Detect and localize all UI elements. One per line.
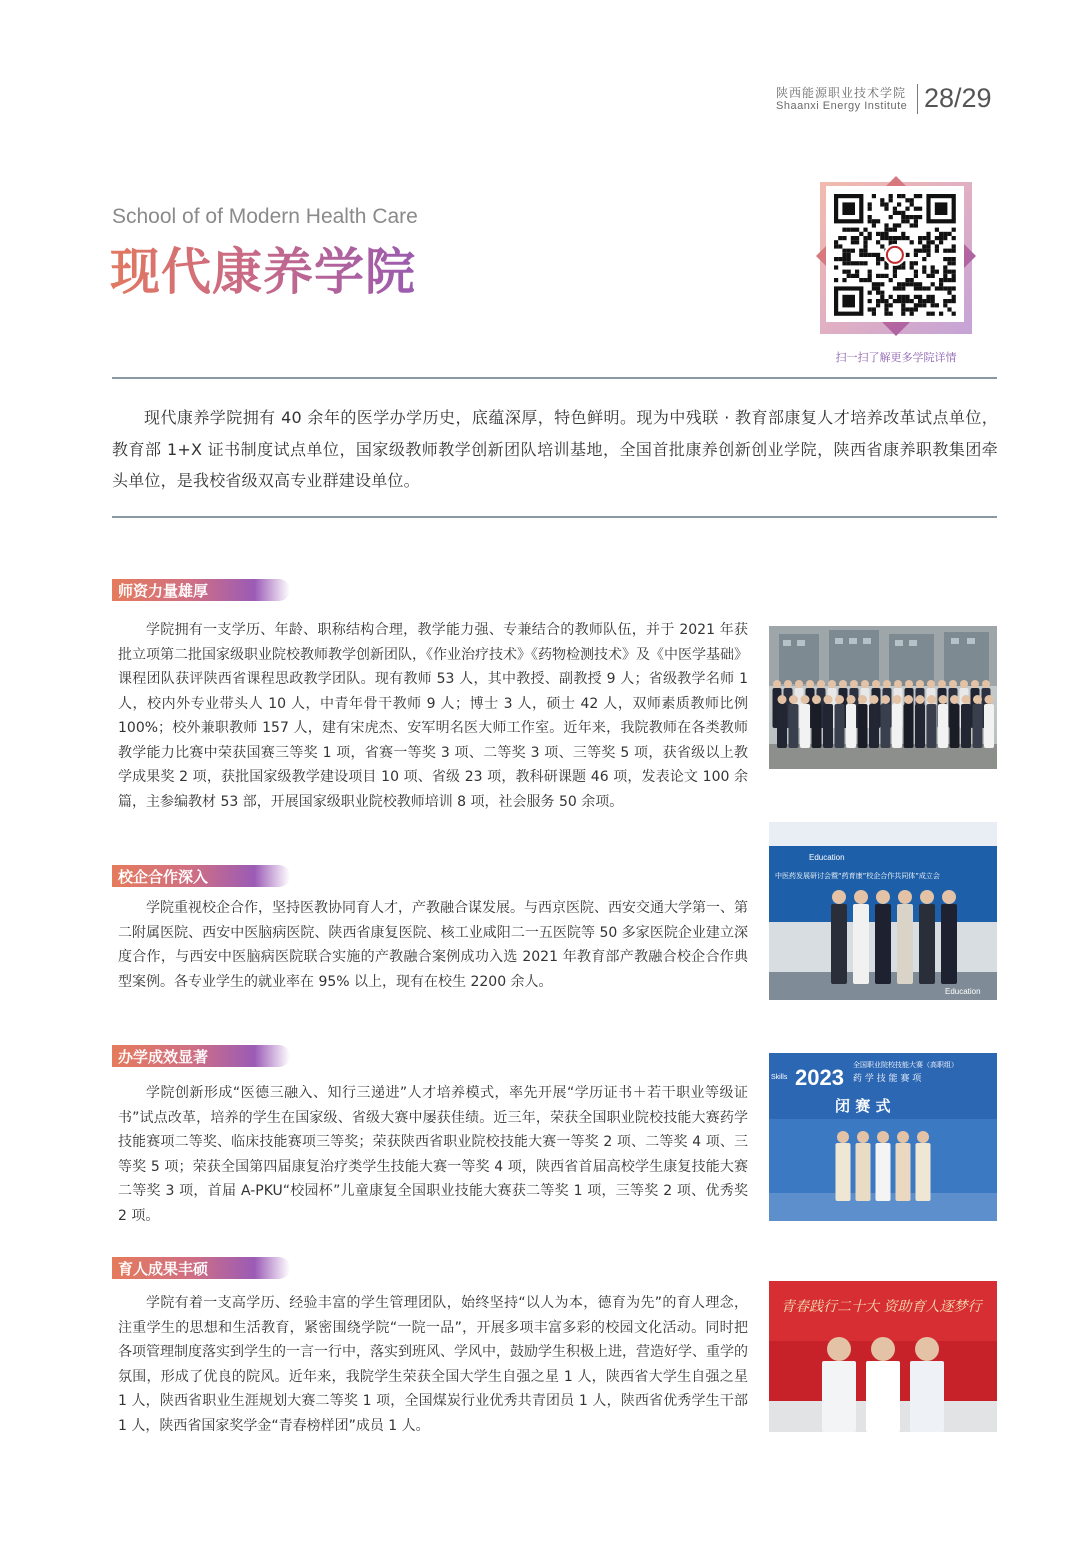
award-photo — [769, 1281, 997, 1432]
divider-top — [112, 377, 997, 379]
section-heading-achievements — [112, 1045, 290, 1067]
competition-photo — [769, 1053, 997, 1221]
photo-year-text: 2023 — [795, 1065, 844, 1090]
section-faculty-text: 学院拥有一支学历、年龄、职称结构合理，教学能力强、专兼结合的教师队伍，并于 2021 年获批立项第二批国家级职业院校教师教学创新团队，《作业治疗技术》《药物检测技术》及《中医学基础》课程团队获评陕西省课程思政教学团队。现有教师 53 人，其中教授、副教授 9 人；省级教学名师 1 人，校内外专业带头人 10 人，中青年骨干教师 9 人；博士 3 人，硕士 42 人，双师素质教师比例 100%；校外兼职教师 157 人，建有宋虎杰、安军明名医大师工作室。近年来，我院教师在各类教师教学能力比赛中荣获国赛三等奖 1 项，省赛一等奖 3 项、二等奖 3 项、三等奖 5 项，获省级以上教学成果奖 2 项，获批国家级教学建设项目 10 项、省级 23 项，教科研课题 46 项，发表论文 100 余篇，主参编教材 53 部，开展国家级职业院校教师培训 8 项，社会服务 50 余项。 — [118, 622, 748, 810]
section-heading-text: 办学成效显著 — [118, 1048, 209, 1066]
section-heading-cooperation — [112, 865, 290, 887]
faculty-group-photo — [769, 626, 997, 769]
section-heading-text: 师资力量雄厚 — [118, 582, 209, 600]
section-cooperation-text: 学院重视校企合作，坚持医教协同育人才，产教融合谋发展。与西京医院、西安交通大学第一、第二附属医院、西安中医脑病医院、陕西省康复医院、核工业咸阳二一五医院等 50 多家医院企业建立深度合作，与西安中医脑病医院联合实施的产教融合案例成功入选 2021 年教育部产教融合校企合作典型案例。各专业学生的就业率在 95% 以上，现有在校生 2200 余人。 — [118, 900, 748, 990]
photo-line2-text: 药 学 技 能 赛 项 — [853, 1074, 922, 1084]
institute-name-cn: 陕西能源职业技术学院 — [776, 86, 907, 100]
divider-bottom — [112, 516, 997, 518]
section-heading-education — [112, 1257, 290, 1279]
photo-skills-text: Skills — [771, 1074, 788, 1081]
section-heading-faculty — [112, 579, 290, 601]
section-heading-text: 育人成果丰硕 — [118, 1260, 209, 1278]
institute-name-en: Shaanxi Energy Institute — [776, 100, 908, 112]
photo-line1-text: 全国职业院校技能大赛（高职组） — [853, 1061, 958, 1069]
section-achievements-text: 学院创新形成“医德三融入、知行三递进”人才培养模式，率先开展“学历证书＋若干职业等级证书”试点改革，培养的学生在国家级、省级大赛中屡获佳绩。近三年，荣获全国职业院校技能大赛药学技能赛项二等奖、临床技能赛项三等奖；荣获陕西省职业院校技能大赛一等奖 2 项、二等奖 4 项、三等奖 5 项；荣获全国第四届康复治疗类学生技能大赛一等奖 4 项，陕西省首届高校学生康复技能大赛二等奖 3 项，首届 A-PKU“校园杯”儿童康复全国职业技能大赛获二等奖 1 项，三等奖 2 项、优秀奖 2 项。 — [118, 1085, 748, 1224]
intro-paragraph: 现代康养学院拥有 40 余年的医学办学历史，底蕴深厚，特色鲜明。现为中残联 · 教育部康复人才培养改革试点单位，教育部 1+X 证书制度试点单位，国家级教师教学创新团队培训基地，全国首批康养创新创业学院，陕西省康养职教集团牵头单位，是我校省级双高专业群建设单位。 — [112, 408, 998, 490]
section-education-text: 学院有着一支高学历、经验丰富的学生管理团队，始终坚持“以人为本，德育为先”的育人理念，注重学生的思想和生活教育，紧密围绕学院“一院一品”，开展多项丰富多彩的校园文化活动。同时把各项管理制度落实到学生的一言一行中，落实到班风、学风中，鼓励学生积极上进，营造好学、重学的氛围，形成了优良的院风。近年来，我院学生荣获全国大学生自强之星 1 人，陕西省大学生自强之星 1 人，陕西省职业生涯规划大赛二等奖 1 项，全国煤炭行业优秀共青团员 1 人，陕西省优秀学生干部 1 人，陕西省国家奖学金“青春榜样团”成员 1 人。 — [118, 1295, 748, 1434]
page-number: 28/29 — [924, 83, 992, 113]
photo-logo-text: Education — [809, 853, 845, 862]
section-heading-text: 校企合作深入 — [118, 868, 209, 886]
school-title-cn: 现代康养学院 — [110, 232, 416, 304]
cooperation-photo — [769, 822, 997, 1000]
photo-banner-text: 青春践行二十大 资助育人逐梦行 — [781, 1299, 982, 1315]
qr-code[interactable] — [826, 186, 964, 322]
qr-caption: 扫一扫了解更多学院详情 — [835, 351, 957, 364]
photo-logo-text: Education — [945, 987, 981, 996]
qr-code-image — [826, 186, 964, 322]
school-title-en: School of of Modern Health Care — [112, 205, 418, 228]
photo-ceremony-text: 闭 赛 式 — [835, 1097, 891, 1115]
photo-banner-text: 中医药发展研讨会暨“药育康”校企合作共同体”成立会 — [775, 872, 940, 880]
header-divider — [917, 84, 918, 114]
